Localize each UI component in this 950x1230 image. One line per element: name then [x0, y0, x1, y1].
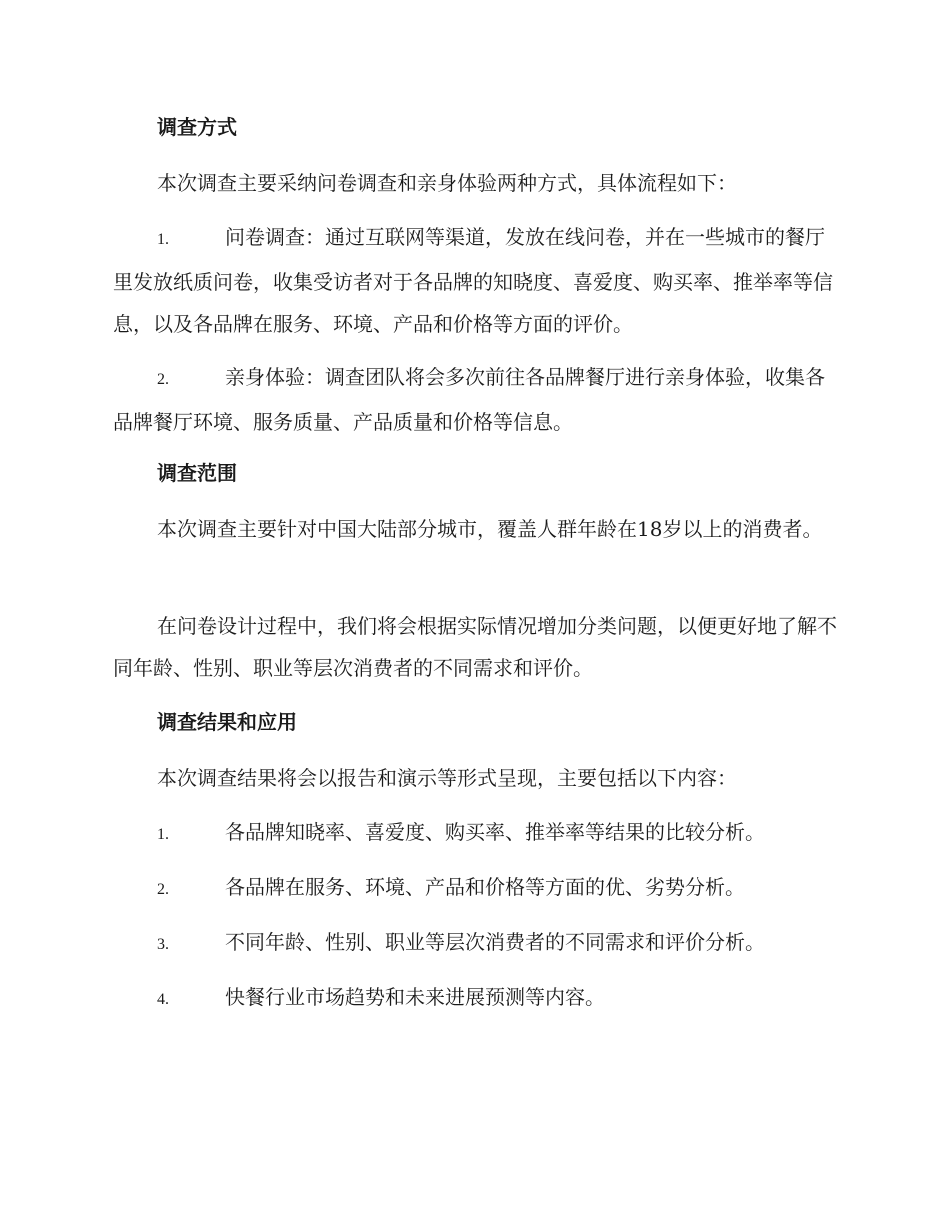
list-item [113, 811, 843, 856]
list-item-text: 快餐行业市场趋势和未来进展预测等内容。 [225, 985, 605, 1009]
section-heading: 调查结果和应用 [157, 710, 297, 734]
list-item-text: 不同年龄、性别、职业等层次消费者的不同需求和评价分析。 [225, 930, 765, 954]
list-item [113, 216, 843, 345]
list-number: 1. [157, 826, 169, 843]
paragraph: 在问卷设计过程中，我们将会根据实际情况增加分类问题，以便更好地了解不同年龄、性别、职业等层次消费者的不同需求和评价。 [113, 614, 837, 680]
paragraph: 本次调查主要针对中国大陆部分城市，覆盖人群年龄在18岁以上的消费者。 [157, 517, 823, 541]
list-number: 3. [157, 936, 169, 953]
list-number: 2. [157, 881, 169, 898]
list-item [113, 976, 843, 1021]
list-item [113, 921, 843, 966]
list-item-text: 亲身体验：调查团队将会多次前往各品牌餐厅进行亲身体验，收集各品牌餐厅环境、服务质量、产品质量和价格等信息。 [113, 365, 825, 434]
section-heading: 调查方式 [157, 115, 237, 139]
list-item-text: 问卷调查：通过互联网等渠道，发放在线问卷，并在一些城市的餐厅里发放纸质问卷，收集受访者对于各品牌的知晓度、喜爱度、购买率、推举率等信息，以及各品牌在服务、环境、产品和价格等方面的评价。 [113, 225, 833, 336]
section-heading: 调查范围 [157, 461, 237, 485]
list-item [113, 866, 843, 911]
paragraph: 本次调查主要采纳问卷调查和亲身体验两种方式，具体流程如下： [157, 171, 737, 195]
list-item-text: 各品牌知晓率、喜爱度、购买率、推举率等结果的比较分析。 [225, 820, 765, 844]
list-item [113, 356, 843, 443]
list-number: 1. [157, 231, 169, 248]
list-number: 2. [157, 371, 169, 388]
paragraph: 本次调查结果将会以报告和演示等形式呈现，主要包括以下内容： [157, 766, 737, 790]
list-item-text: 各品牌在服务、环境、产品和价格等方面的优、劣势分析。 [225, 875, 745, 899]
list-number: 4. [157, 991, 169, 1008]
